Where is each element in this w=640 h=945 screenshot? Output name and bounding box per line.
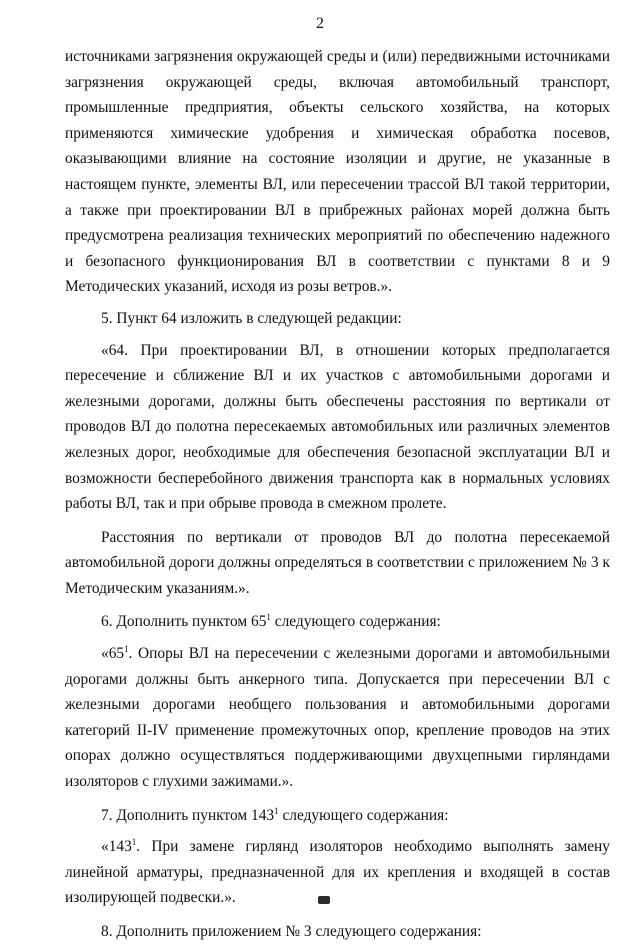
item-6-text: 6. Дополнить пунктом 65 [101,613,267,631]
paragraph-vertical-distances: Расстояния по вертикали от проводов ВЛ до полотна пересекаемой автомобильной дороги должны определяться в соответствии с приложением № 3 к Методическим указаниям.». [65,528,610,597]
page-number: 2 [316,15,324,32]
clause-143-1-superscript: 1 [131,837,137,848]
paragraph-clause-143-1 [65,834,610,911]
paragraph-clause-65-1 [65,641,610,795]
paragraph-item-7 [65,803,610,829]
clause-143-1-number: «143 [101,838,132,856]
clause-143-1-text: . При замене гирлянд изоляторов необходимо выполнять замену линейной арматуры, предназначенной для их крепления и входящей в состав изолирующей подвески.». [65,838,610,907]
item-7-text: 7. Дополнить пунктом 143 [101,806,275,824]
paragraph-continuation: источниками загрязнения окружающей среды и (или) передвижными источниками загрязнения окружающей среды, включая автомобильный транспорт, промышленные предприятия, объекты сельского хозяйства, на которых применяются химические удобрения и химическая обработка посевов, оказывающими влияние на состояние изоляции и другие, не указанные в настоящем пункте, элементы ВЛ, или пересечении трассой ВЛ такой территории, а также при проектировании ВЛ в прибрежных районах морей должна быть предусмотрена реализация технических мероприятий по обеспечению надежного и безопасного функционирования ВЛ в соответствии с пунктами 8 и 9 Методических указаний, исходя из розы ветров.». [65,48,610,296]
document-body [65,44,610,945]
item-6-text-end: следующего содержания: [270,613,441,631]
clause-65-1-number: «65 [101,645,125,663]
clause-65-1-superscript: 1 [124,644,129,655]
item-6-superscript: 1 [266,612,271,623]
item-7-text-end: следующего содержания: [278,806,449,824]
paragraph-item-5: 5. Пункт 64 изложить в следующей редакции: [101,309,402,327]
paragraph-item-6 [65,609,610,635]
paragraph-clause-64: «64. При проектировании ВЛ, в отношении которых предполагается пересечение и сближение ВЛ и их участков с автомобильными дорогами и железными дорогами, должны быть обеспечены расстояния по вертикали от проводов ВЛ до полотна пересекаемых автомобильных или различных элементов железных дорог, необходимые для обеспечения безопасной эксплуатации ВЛ и возможности бесперебойного движения транспорта как в нормальных условиях работы ВЛ, так и при обрыве провода в смежном пролете. [65,341,610,513]
scan-edge-mark [318,896,330,904]
item-7-superscript: 1 [274,805,279,816]
clause-65-1-text: . Опоры ВЛ на пересечении с железными дорогами и автомобильными дорогами должны быть анкерного типа. Допускается при пересечении ВЛ с железными дорогами необщего пользования и автомобильными дорогами категорий II-IV применение промежуточных опор, крепление проводов на этих опорах должно осуществляться поддерживающими двухцепными гирляндами изоляторов с глухими зажимами.». [65,645,610,791]
paragraph-item-8: 8. Дополнить приложением № 3 следующего содержания: [101,923,482,940]
